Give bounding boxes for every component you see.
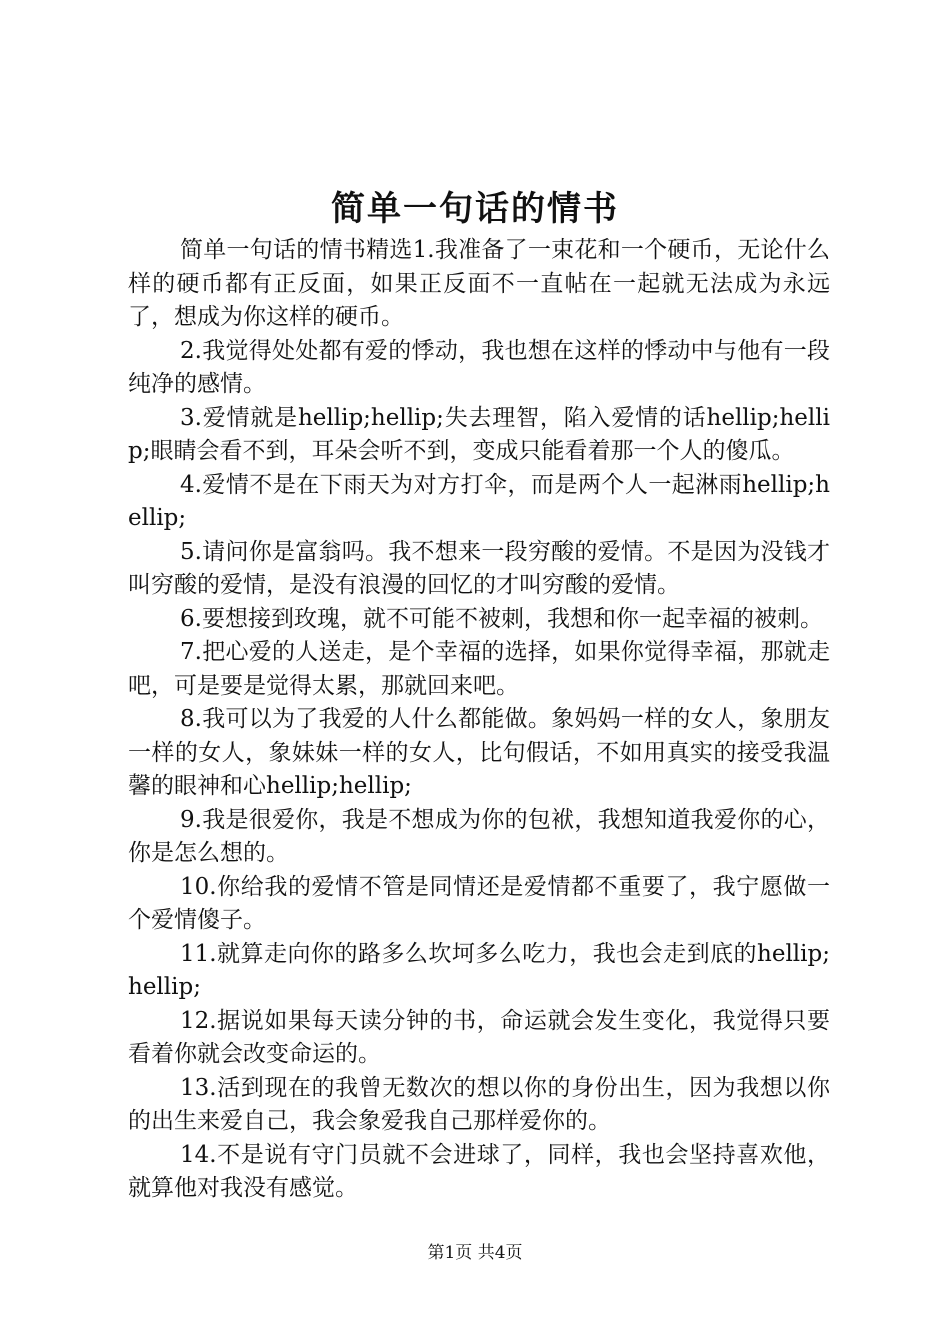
paragraph-1: 简单一句话的情书精选1.我准备了一束花和一个硬币，无论什么样的硬币都有正反面，如果正反面不一直帖在一起就无法成为永远了，想成为你这样的硬币。 xyxy=(128,237,830,330)
paragraph-9: 9.我是很爱你，我是不想成为你的包袱，我想知道我爱你的心，你是怎么想的。 xyxy=(128,806,830,866)
paragraph-4: 4.爱情不是在下雨天为对方打伞，而是两个人一起淋雨hellip;hellip; xyxy=(128,471,830,531)
paragraph-8: 8.我可以为了我爱的人什么都能做。象妈妈一样的女人，象朋友一样的女人，象妹妹一样的女人，比句假话，不如用真实的接受我温馨的眼神和心hellip;hellip; xyxy=(128,706,830,799)
document-title: 简单一句话的情书 xyxy=(331,189,619,229)
paragraph-10: 10.你给我的爱情不管是同情还是爱情都不重要了，我宁愿做一个爱情傻子。 xyxy=(128,873,830,933)
document-body xyxy=(128,234,830,1206)
paragraph-2: 2.我觉得处处都有爱的悸动，我也想在这样的悸动中与他有一段纯净的感情。 xyxy=(128,337,830,397)
paragraph-7: 7.把心爱的人送走，是个幸福的选择，如果你觉得幸福，那就走吧，可是要是觉得太累，那就回来吧。 xyxy=(128,639,830,699)
paragraph-13: 13.活到现在的我曾无数次的想以你的身份出生，因为我想以你的出生来爱自己，我会象爱我自己那样爱你的。 xyxy=(128,1074,830,1134)
paragraph-6: 6.要想接到玫瑰，就不可能不被刺，我想和你一起幸福的被刺。 xyxy=(180,605,823,632)
paragraph-14: 14.不是说有守门员就不会进球了，同样，我也会坚持喜欢他，就算他对我没有感觉。 xyxy=(128,1141,830,1201)
paragraph-12: 12.据说如果每天读分钟的书，命运就会发生变化，我觉得只要看着你就会改变命运的。 xyxy=(128,1007,830,1067)
page-footer: 第1页 共4页 xyxy=(427,1243,523,1263)
paragraph-11: 11.就算走向你的路多么坎坷多么吃力，我也会走到底的hellip;hellip; xyxy=(128,940,830,1000)
paragraph-3: 3.爱情就是hellip;hellip;失去理智，陷入爱情的话hellip;hellip;眼睛会看不到，耳朵会听不到，变成只能看着那一个人的傻瓜。 xyxy=(128,404,830,464)
paragraph-5: 5.请问你是富翁吗。我不想来一段穷酸的爱情。不是因为没钱才叫穷酸的爱情，是没有浪漫的回忆的才叫穷酸的爱情。 xyxy=(128,538,830,598)
